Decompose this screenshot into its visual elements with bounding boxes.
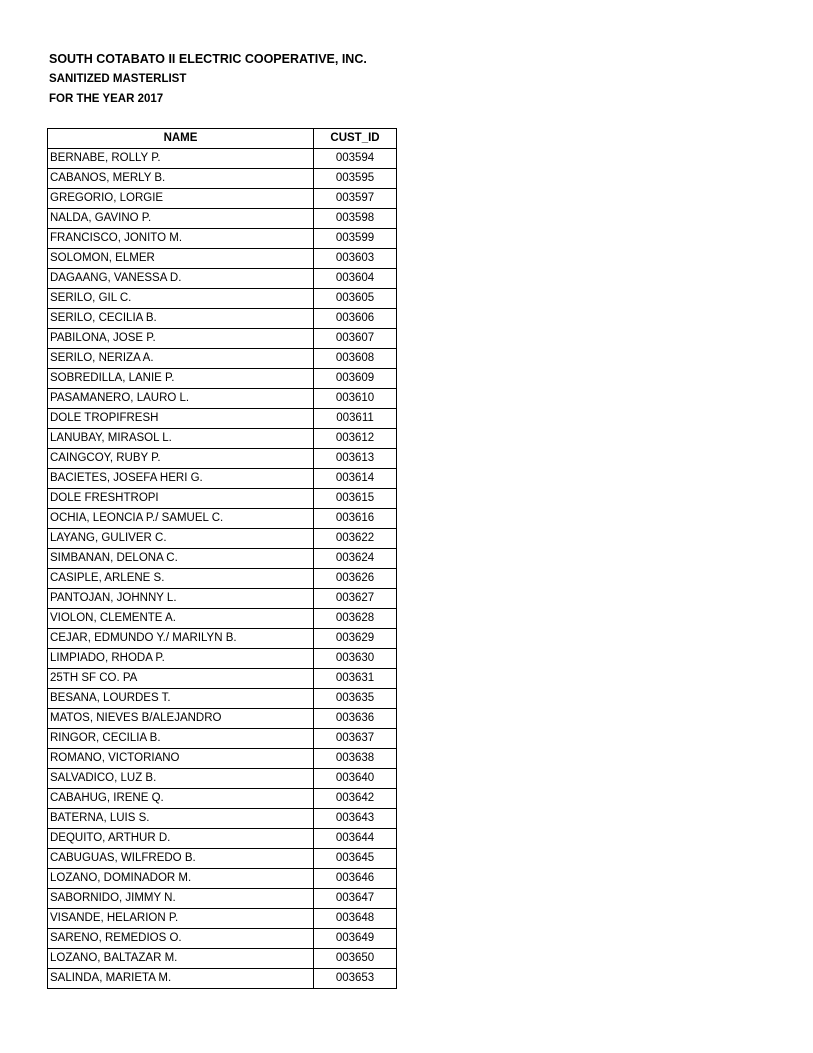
customer-id-cell: 003646 bbox=[314, 869, 397, 889]
table-row bbox=[48, 729, 397, 749]
customer-name-cell: DOLE TROPIFRESH bbox=[48, 409, 314, 429]
table-row bbox=[48, 869, 397, 889]
table-row bbox=[48, 269, 397, 289]
table-row bbox=[48, 209, 397, 229]
table-row bbox=[48, 709, 397, 729]
customer-id-cell: 003650 bbox=[314, 949, 397, 969]
customer-name-cell: ROMANO, VICTORIANO bbox=[48, 749, 314, 769]
customer-id-cell: 003653 bbox=[314, 969, 397, 989]
customer-id-cell: 003604 bbox=[314, 269, 397, 289]
document-header bbox=[49, 50, 367, 110]
customer-name-cell: SALVADICO, LUZ B. bbox=[48, 769, 314, 789]
table-row bbox=[48, 589, 397, 609]
customer-name-cell: SARENO, REMEDIOS O. bbox=[48, 929, 314, 949]
masterlist-table bbox=[47, 128, 397, 989]
customer-name-cell: MATOS, NIEVES B/ALEJANDRO bbox=[48, 709, 314, 729]
customer-name-cell: DEQUITO, ARTHUR D. bbox=[48, 829, 314, 849]
customer-name-cell: NALDA, GAVINO P. bbox=[48, 209, 314, 229]
customer-id-cell: 003597 bbox=[314, 189, 397, 209]
table-row bbox=[48, 809, 397, 829]
customer-id-cell: 003631 bbox=[314, 669, 397, 689]
customer-name-cell: SERILO, GIL C. bbox=[48, 289, 314, 309]
customer-id-cell: 003645 bbox=[314, 849, 397, 869]
customer-id-cell: 003635 bbox=[314, 689, 397, 709]
customer-id-cell: 003599 bbox=[314, 229, 397, 249]
customer-name-cell: SOLOMON, ELMER bbox=[48, 249, 314, 269]
customer-name-cell: SOBREDILLA, LANIE P. bbox=[48, 369, 314, 389]
customer-name-cell: BERNABE, ROLLY P. bbox=[48, 149, 314, 169]
customer-name-cell: BACIETES, JOSEFA HERI G. bbox=[48, 469, 314, 489]
customer-id-cell: 003622 bbox=[314, 529, 397, 549]
customer-id-cell: 003610 bbox=[314, 389, 397, 409]
table-row bbox=[48, 649, 397, 669]
company-name: SOUTH COTABATO II ELECTRIC COOPERATIVE, INC. bbox=[49, 52, 367, 66]
table-header-row bbox=[48, 129, 397, 149]
customer-name-cell: BATERNA, LUIS S. bbox=[48, 809, 314, 829]
table-row bbox=[48, 929, 397, 949]
table-row bbox=[48, 349, 397, 369]
customer-name-cell: DOLE FRESHTROPI bbox=[48, 489, 314, 509]
table-row bbox=[48, 609, 397, 629]
customer-name-cell: CABUGUAS, WILFREDO B. bbox=[48, 849, 314, 869]
document-year: FOR THE YEAR 2017 bbox=[49, 93, 164, 105]
table-row bbox=[48, 949, 397, 969]
table-row bbox=[48, 509, 397, 529]
customer-name-cell: RINGOR, CECILIA B. bbox=[48, 729, 314, 749]
customer-id-cell: 003605 bbox=[314, 289, 397, 309]
table-row bbox=[48, 409, 397, 429]
customer-id-cell: 003609 bbox=[314, 369, 397, 389]
customer-name-cell: 25TH SF CO. PA bbox=[48, 669, 314, 689]
customer-name-cell: SALINDA, MARIETA M. bbox=[48, 969, 314, 989]
customer-name-cell: GREGORIO, LORGIE bbox=[48, 189, 314, 209]
document-title: SANITIZED MASTERLIST bbox=[49, 73, 187, 85]
customer-id-cell: 003616 bbox=[314, 509, 397, 529]
customer-id-cell: 003636 bbox=[314, 709, 397, 729]
customer-id-cell: 003627 bbox=[314, 589, 397, 609]
customer-name-cell: LIMPIADO, RHODA P. bbox=[48, 649, 314, 669]
table-row bbox=[48, 569, 397, 589]
customer-name-cell: VIOLON, CLEMENTE A. bbox=[48, 609, 314, 629]
table-row bbox=[48, 449, 397, 469]
customer-id-cell: 003630 bbox=[314, 649, 397, 669]
table-row bbox=[48, 249, 397, 269]
customer-name-cell: SERILO, CECILIA B. bbox=[48, 309, 314, 329]
customer-id-cell: 003640 bbox=[314, 769, 397, 789]
table-row bbox=[48, 849, 397, 869]
customer-id-cell: 003626 bbox=[314, 569, 397, 589]
customer-id-cell: 003594 bbox=[314, 149, 397, 169]
customer-name-cell: PABILONA, JOSE P. bbox=[48, 329, 314, 349]
table-row bbox=[48, 369, 397, 389]
customer-id-cell: 003647 bbox=[314, 889, 397, 909]
customer-name-cell: LOZANO, BALTAZAR M. bbox=[48, 949, 314, 969]
customer-name-cell: OCHIA, LEONCIA P./ SAMUEL C. bbox=[48, 509, 314, 529]
table-row bbox=[48, 689, 397, 709]
table-row bbox=[48, 749, 397, 769]
customer-id-cell: 003649 bbox=[314, 929, 397, 949]
customer-id-cell: 003608 bbox=[314, 349, 397, 369]
table-row bbox=[48, 309, 397, 329]
customer-id-cell: 003603 bbox=[314, 249, 397, 269]
customer-id-cell: 003595 bbox=[314, 169, 397, 189]
customer-name-cell: SIMBANAN, DELONA C. bbox=[48, 549, 314, 569]
customer-name-cell: DAGAANG, VANESSA D. bbox=[48, 269, 314, 289]
customer-id-cell: 003624 bbox=[314, 549, 397, 569]
customer-id-cell: 003598 bbox=[314, 209, 397, 229]
customer-name-cell: CABAHUG, IRENE Q. bbox=[48, 789, 314, 809]
column-header-cust-id: CUST_ID bbox=[314, 129, 397, 149]
customer-id-cell: 003612 bbox=[314, 429, 397, 449]
customer-id-cell: 003629 bbox=[314, 629, 397, 649]
table-row bbox=[48, 969, 397, 989]
table-row bbox=[48, 789, 397, 809]
table-row bbox=[48, 909, 397, 929]
table-row bbox=[48, 229, 397, 249]
table-row bbox=[48, 329, 397, 349]
customer-id-cell: 003642 bbox=[314, 789, 397, 809]
customer-id-cell: 003611 bbox=[314, 409, 397, 429]
table-row bbox=[48, 829, 397, 849]
table-row bbox=[48, 489, 397, 509]
customer-name-cell: LAYANG, GULIVER C. bbox=[48, 529, 314, 549]
table-row bbox=[48, 149, 397, 169]
table-row bbox=[48, 549, 397, 569]
customer-id-cell: 003613 bbox=[314, 449, 397, 469]
table-row bbox=[48, 529, 397, 549]
table-row bbox=[48, 669, 397, 689]
customer-id-cell: 003637 bbox=[314, 729, 397, 749]
customer-id-cell: 003644 bbox=[314, 829, 397, 849]
table-row bbox=[48, 289, 397, 309]
customer-name-cell: PASAMANERO, LAURO L. bbox=[48, 389, 314, 409]
table-row bbox=[48, 889, 397, 909]
customer-name-cell: PANTOJAN, JOHNNY L. bbox=[48, 589, 314, 609]
table-row bbox=[48, 769, 397, 789]
customer-name-cell: SABORNIDO, JIMMY N. bbox=[48, 889, 314, 909]
table-row bbox=[48, 429, 397, 449]
table-row bbox=[48, 389, 397, 409]
customer-name-cell: CASIPLE, ARLENE S. bbox=[48, 569, 314, 589]
customer-name-cell: VISANDE, HELARION P. bbox=[48, 909, 314, 929]
table-row bbox=[48, 629, 397, 649]
table-row bbox=[48, 169, 397, 189]
customer-id-cell: 003628 bbox=[314, 609, 397, 629]
customer-name-cell: FRANCISCO, JONITO M. bbox=[48, 229, 314, 249]
customer-name-cell: CAINGCOY, RUBY P. bbox=[48, 449, 314, 469]
customer-name-cell: CEJAR, EDMUNDO Y./ MARILYN B. bbox=[48, 629, 314, 649]
customer-id-cell: 003615 bbox=[314, 489, 397, 509]
customer-id-cell: 003607 bbox=[314, 329, 397, 349]
table-row bbox=[48, 469, 397, 489]
column-header-name: NAME bbox=[48, 129, 314, 149]
customer-name-cell: LANUBAY, MIRASOL L. bbox=[48, 429, 314, 449]
customer-name-cell: LOZANO, DOMINADOR M. bbox=[48, 869, 314, 889]
customer-id-cell: 003638 bbox=[314, 749, 397, 769]
table-row bbox=[48, 189, 397, 209]
customer-name-cell: BESANA, LOURDES T. bbox=[48, 689, 314, 709]
customer-id-cell: 003606 bbox=[314, 309, 397, 329]
table-body bbox=[48, 149, 397, 989]
customer-id-cell: 003648 bbox=[314, 909, 397, 929]
customer-id-cell: 003643 bbox=[314, 809, 397, 829]
customer-id-cell: 003614 bbox=[314, 469, 397, 489]
customer-name-cell: CABANOS, MERLY B. bbox=[48, 169, 314, 189]
customer-name-cell: SERILO, NERIZA A. bbox=[48, 349, 314, 369]
